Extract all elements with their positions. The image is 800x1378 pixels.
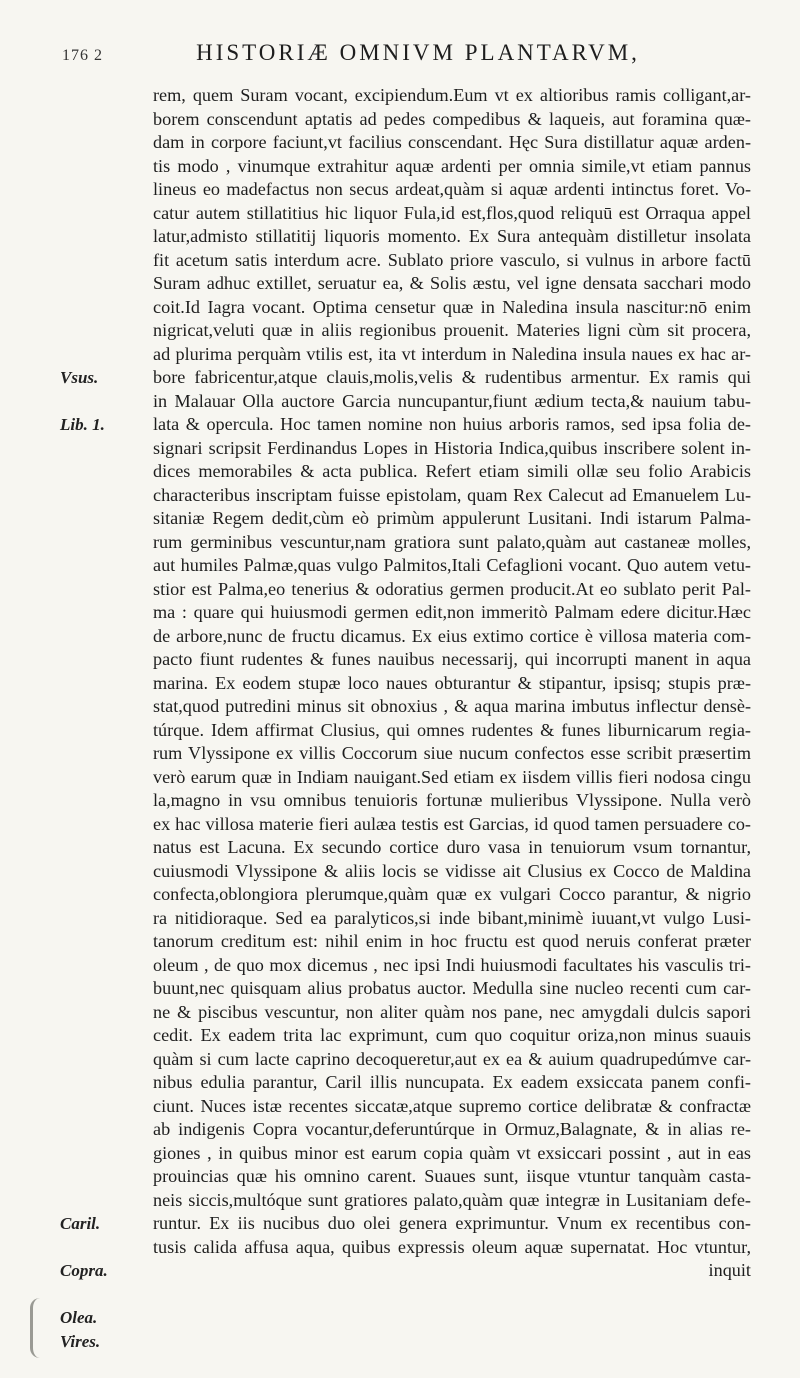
- text-line: Suram adhuc extillet, seruatur ea, & Solis æstu, vel igne densata sacchari modo: [153, 273, 751, 293]
- margin-note: Lib. 1.: [60, 415, 105, 434]
- text-line: stior est Palma,eo tenerius & odoratius germen producit.At eo sublato perit Pal-: [153, 578, 751, 599]
- text-line: prouincias quæ his omnino carent. Suaues sunt, iisque vtuntur tanquàm casta-: [153, 1166, 751, 1186]
- text-line: confecta,oblongiora plerumque,quàm quæ ex vulgari Cocco parantur, & nigrio: [153, 884, 751, 904]
- text-line: ab indigenis Copra vocantur,deferuntúrque in Ormuz,Balagnate, & in alias re-: [153, 1119, 751, 1139]
- margin-note: Copra.: [60, 1261, 108, 1280]
- text-line: tis modo , vinumque extrahitur aquæ ardenti per omnia simile,vt etiam pannus: [153, 155, 751, 176]
- margin-note: Caril.: [60, 1214, 101, 1233]
- text-line: lineus eo madefactus non secus ardeat,quàm si aquæ ardenti intinctus foret. Vo-: [153, 179, 751, 199]
- text-line: ex hac villosa materie fieri aulæa testis est Garcias, id quod tamen persuadere co-: [153, 813, 751, 834]
- text-line: runtur. Ex iis nucibus duo olei genera exprimuntur. Vnum ex recentibus con-: [153, 1213, 751, 1233]
- text-line: de arbore,nunc de fructu dicamus. Ex eius extimo cortice è villosa materia com-: [153, 625, 751, 646]
- text-line: aut humiles Palmæ,quas vulgo Palmitos,Itali Cefaglioni vocant. Quo autem vetu-: [153, 555, 751, 575]
- margin-note: Vsus.: [60, 368, 99, 387]
- margin-note: Vires.: [60, 1331, 101, 1351]
- text-line: tusis calida affusa aqua, quibus expressis oleum aquæ supernatat. Hoc vtuntur,: [153, 1236, 751, 1257]
- text-line: coit.Id Iagra vocant. Optima censetur quæ in Naledina insula nascitur:nō enim: [153, 296, 751, 317]
- text-line: cedit. Ex eadem trita lac exprimunt, cum quo coquitur oriza,non minus suauis: [153, 1025, 751, 1045]
- margin-note: Olea.: [60, 1308, 98, 1327]
- text-line: characteribus inscriptam fuisse epistolam, quam Rex Calecut ad Emanuelem Lu-: [153, 484, 751, 505]
- text-line: ra nitidioraque. Sed ea paralyticos,si inde bibant,minimè iuuant,vt vulgo Lusi-: [153, 907, 751, 928]
- text-line: verò earum quæ in Indiam nauigant.Sed etiam ex iisdem villis fieri nodosa cingu: [153, 766, 751, 787]
- text-line: dices memorabiles & acta publica. Refert etiam simili ollæ seu folio Arabicis: [153, 461, 751, 481]
- text-line: signari scripsit Ferdinandus Lopes in Historia Indica,quibus inscribere solent in-: [153, 437, 751, 458]
- text-line: catur autem stillatitius hic liquor Fula,id est,flos,quod reliquū est Orraqua appel: [153, 202, 751, 223]
- body-text: [153, 84, 751, 1283]
- text-line: bore fabricentur,atque clauis,molis,velis & rudentibus armentur. Ex ramis qui: [153, 367, 751, 387]
- text-line: ciunt. Nuces istæ recentes siccatæ,atque supremo cortice delibratæ & confractæ: [153, 1095, 751, 1116]
- text-line: borem conscendunt aptatis ad pedes compedibus & laqueis, aut foramina quæ-: [153, 108, 751, 129]
- text-line: sitaniæ Regem dedit,cùm eò primùm appulerunt Lusitani. Indi istarum Palma-: [153, 508, 751, 528]
- text-line: quàm si cum lacte caprino decoqueretur,aut ex ea & auium quadrupedúmve car-: [153, 1048, 751, 1069]
- text-line: rum Vlyssipone ex villis Coccorum siue nucum confectos esse scribit præsertim: [153, 743, 751, 763]
- text-line: latur,admisto stillatitij liquoris momento. Ex Sura antequàm distilletur insolata: [153, 226, 751, 246]
- text-line: fit acetum satis interdum acre. Sublato priore vasculo, si vulnus in arbore factū: [153, 249, 751, 270]
- text-line: tanorum creditum est: nihil enim in hoc fructu est quod neruis conferat præter: [153, 931, 751, 951]
- text-line: rem, quem Suram vocant, excipiendum.Eum vt ex altioribus ramis colligant,ar-: [153, 85, 751, 105]
- text-line: marina. Ex eodem stupæ loco naues obturantur & stipantur, ipsisq; stupis præ-: [153, 672, 751, 693]
- text-line: la,magno in vsu omnibus tenuioris fortunæ mulieribus Vlyssipone. Nulla verò: [153, 790, 751, 810]
- text-line: buunt,nec quisquam alius probatus auctor. Medulla sine nucleo recenti cum car-: [153, 978, 751, 998]
- text-line: túrque. Idem affirmat Clusius, qui omnes rudentes & funes liburnicarum regia-: [153, 719, 751, 740]
- text-line: natus est Lacuna. Ex secundo cortice duro vasa in tenuiorum vsum tornantur,: [153, 837, 751, 857]
- text-line: dam in corpore faciunt,vt facilius conscendant. Hęc Sura distillatur aquæ arden-: [153, 132, 751, 152]
- text-line: lata & opercula. Hoc tamen nomine non huius arboris ramos, sed ipsa folia de-: [153, 414, 751, 434]
- text-line: neis siccis,multóque sunt gratiores palato,quàm quæ integræ in Lusitaniam defe-: [153, 1189, 751, 1210]
- text-line: nibus edulia parantur, Caril illis nuncupata. Ex eadem exsiccata panem confi-: [153, 1072, 751, 1092]
- text-line: pacto fiunt rudentes & funes nauibus necessarij, qui incorrupti manent in aqua: [153, 649, 751, 669]
- text-line: ad plurima perquàm vtilis est, ita vt interdum in Naledina insula naues ex hac ar-: [153, 343, 751, 364]
- text-line: in Malauar Olla auctore Garcia nuncupantur,fiunt ædium tecta,& nauium tabu-: [153, 390, 751, 411]
- text-line: ne & piscibus vescuntur, non aliter quàm nos pane, nec amygdali dulcis sapori: [153, 1001, 751, 1022]
- running-header: [118, 40, 718, 78]
- text-line: ma : quare qui huiusmodi germen edit,non immeritò Palmam edere dicitur.Hæc: [153, 602, 751, 622]
- text-line: nigricat,veluti quæ in aliis regionibus prouenit. Materies ligni cùm sit procera,: [153, 320, 751, 340]
- text-line: giones , in quibus minor est earum copia quàm vt exsiccari possint , aut in eas: [153, 1142, 751, 1163]
- text-line: stat,quod putredini minus sit obnoxius , & aqua marina imbutus inflectur densè-: [153, 696, 751, 716]
- text-line: oleum , de quo mox dicemus , nec ipsi Indi huiusmodi facultates his vasculis tri-: [153, 954, 751, 975]
- text-line: rum germinibus vescuntur,nam gratiora sunt palato,quàm aut castaneæ molles,: [153, 531, 751, 552]
- page-number: 176 2: [62, 47, 103, 64]
- text-line: inquit: [708, 1260, 751, 1280]
- binding-edge: [30, 1298, 47, 1358]
- running-title: HISTORIÆ OMNIVM PLANTARVM,: [196, 40, 640, 65]
- text-line: cuiusmodi Vlyssipone & aliis locis se vidisse ait Clusius ex Cocco de Maldina: [153, 860, 751, 881]
